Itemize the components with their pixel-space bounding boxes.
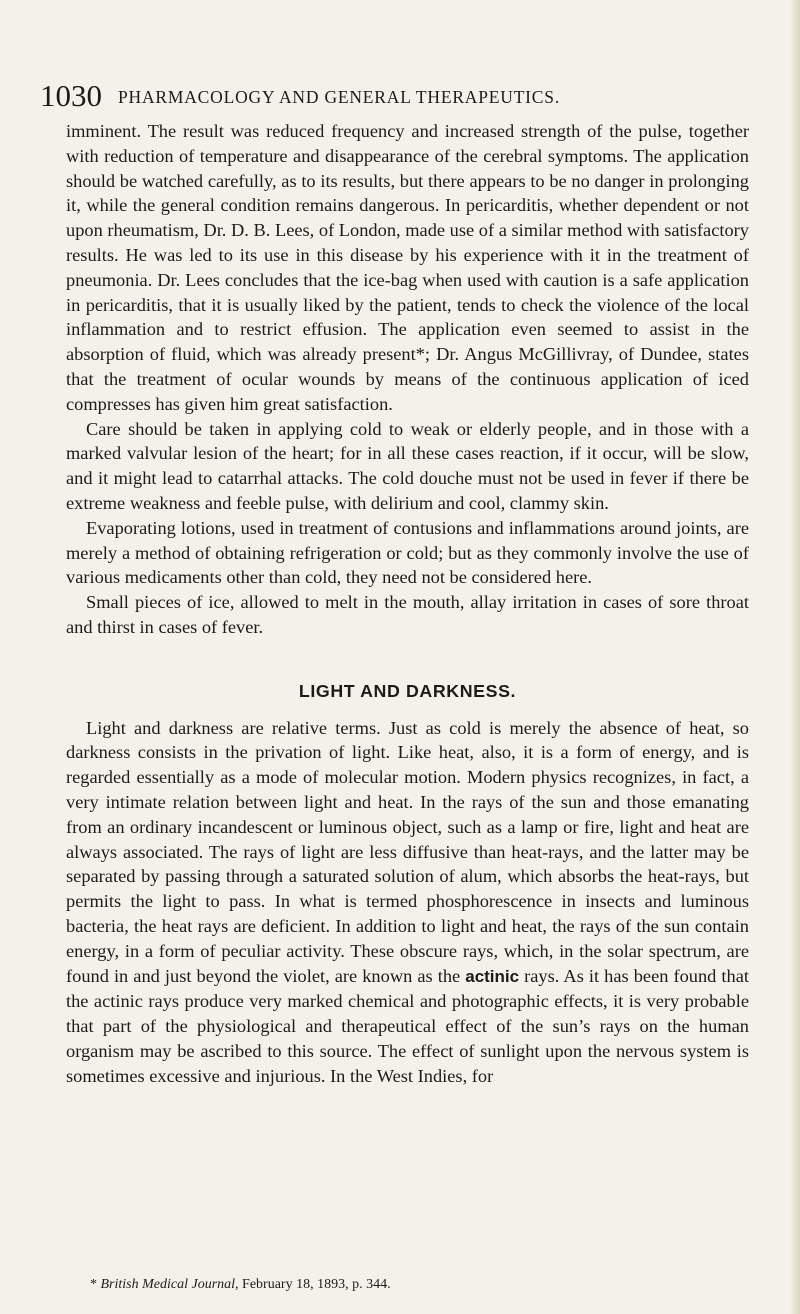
- section-heading: LIGHT AND DARKNESS.: [298, 680, 517, 701]
- page-header: [40, 76, 720, 116]
- footnote: [90, 1276, 750, 1294]
- paragraph: Care should be taken in applying cold to weak or elderly people, and in those with a marked valvular lesion of the heart; for in all these cases reaction, if it occur, will be slow, and it might lead to catarrhal attacks. The cold douche must not be used in fever if there be extreme weakness and feeble pulse, with delirium and cool, clammy skin.: [66, 418, 749, 513]
- paragraph: Small pieces of ice, allowed to melt in the mouth, allay irritation in cases of sore throat and thirst in cases of fever.: [66, 592, 749, 637]
- paragraph-text: rays. As it has been found that the actinic rays produce very marked chemical and photographic effects, it is very probable that part of the physiological and therapeutical effect of the sun’s rays on the human organism may be ascribed to this source. The effect of sunlight upon the nervous system is sometimes excessive and injurious. In the West Indies, for: [66, 965, 750, 1086]
- bold-term: actinic: [465, 966, 520, 986]
- footnote-marker: *: [90, 1277, 101, 1292]
- page-body: [66, 119, 749, 1088]
- page-number: 1030: [40, 78, 102, 113]
- paragraph: imminent. The result was reduced frequency and increased strength of the pulse, together with reduction of temperature and disappearance of the cerebral symptoms. The application should be watched carefully, as to its results, but there appears to be no danger in prolonging it, while the general condition remains dangerous. In pericarditis, whether dependent or not upon rheumatism, Dr. D. B. Lees, of London, made use of a similar method with satisfactory results. He was led to its use in this disease by his experience with it in the treatment of pneumonia. Dr. Lees concludes that the ice-bag when used with caution is a safe application in pericarditis, that it is usually liked by the patient, tends to check the violence of the local inflammation and to restrict effusion. The application even seemed to assist in the absorption of fluid, which was already present*; Dr. Angus McGillivray, of Dundee, states that the treatment of ocular wounds by means of the continuous application of iced compresses has given him great satisfaction.: [66, 121, 749, 414]
- footnote-journal: British Medical Journal: [100, 1277, 236, 1292]
- paragraph-text: Light and darkness are relative terms. Just as cold is merely the absence of heat, so darkness consists in the privation of light. Like heat, also, it is a form of energy, and is regarded essentially as a mode of molecular motion. Modern physics recognizes, in fact, a very intimate relation between light and heat. In the rays of the sun and those emanating from an ordinary incandescent or luminous object, such as a lamp or fire, light and heat are always associated. The rays of light are less diffusive than heat-rays, and the latter may be separated by passing through a saturated solution of alum, which absorbs the heat-rays, but permits the light to pass. In what is termed phosphorescence in insects and luminous bacteria, the heat rays are deficient. In addition to light and heat, the rays of the sun contain energy, in a form of peculiar activity. These obscure rays, which, in the solar spectrum, are found in and just beyond the violet, are known as the: [66, 717, 749, 986]
- paragraph: Evaporating lotions, used in treatment of contusions and inflammations around joints, are merely a method of obtaining refrigeration or cold; but as they commonly involve the use of various medicaments other than cold, they need not be considered here.: [66, 517, 749, 588]
- page-edge-shadow: [790, 0, 800, 1314]
- running-head: PHARMACOLOGY AND GENERAL THERAPEUTICS.: [118, 87, 560, 107]
- paragraph: [66, 716, 749, 1089]
- footnote-citation: , February 18, 1893, p. 344.: [235, 1277, 391, 1292]
